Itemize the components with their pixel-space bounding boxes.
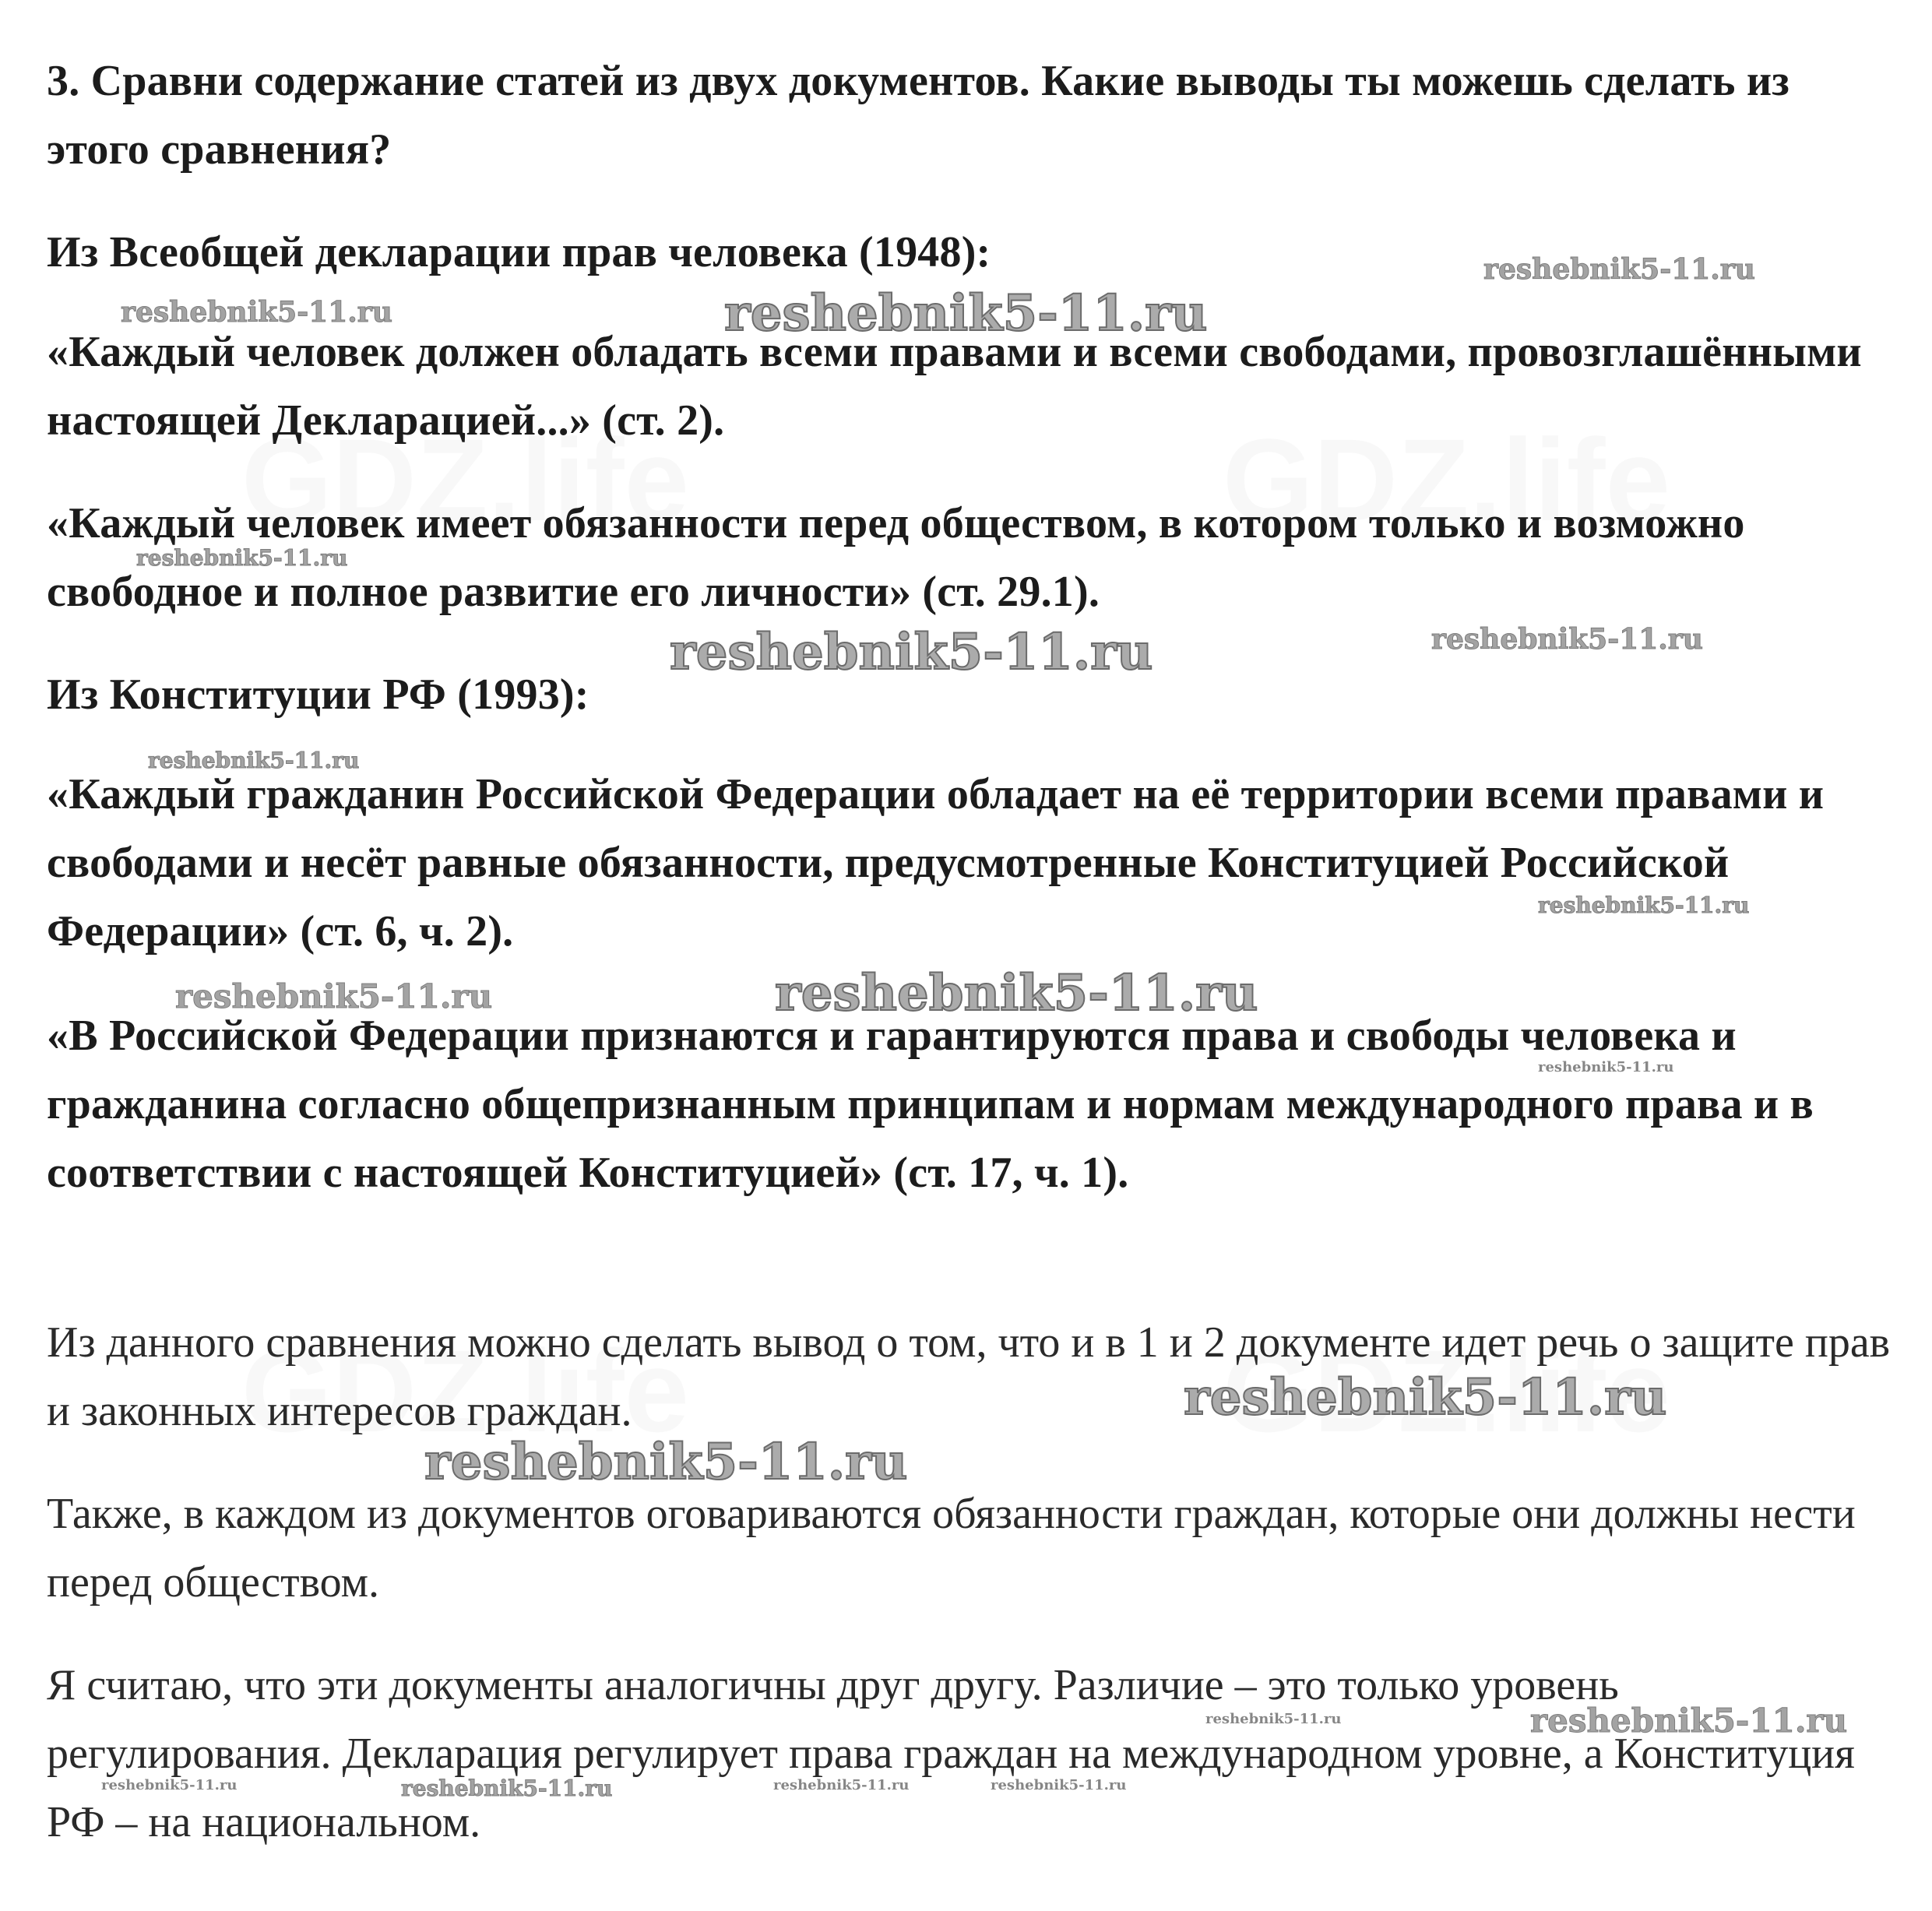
site-watermark: reshebnik5-11.ru — [401, 1776, 613, 1801]
declaration-quote-article-29: «Каждый человек имеет обязанности перед обществом, в котором только и возможно свободное и полное развитие его личности» (ст. 29.1). — [47, 499, 1745, 616]
site-watermark: reshebnik5-11.ru — [1530, 1702, 1848, 1740]
constitution-quote-article-6: «Каждый гражданин Российской Федерации обладает на её территории всеми правами и свободами и несёт равные обязанности, предусмотренные Конституцией Российской Федерации» (ст. 6, ч. 2). — [47, 770, 1825, 955]
site-watermark: reshebnik5-11.ru — [175, 977, 493, 1015]
question-text: 3. Сравни содержание статей из двух документов. Какие выводы ты можешь сделать из этого сравнения? — [47, 57, 1789, 174]
constitution-quote-article-17: «В Российской Федерации признаются и гарантируются права и свободы человека и гражданина согласно общепризнанным принципам и нормам международного права и в соответствии с настоящей Конституцией» (ст. 17, ч. 1). — [47, 1012, 1814, 1197]
answer-paragraph-1: Из данного сравнения можно сделать вывод о том, что и в 1 и 2 документе идет речь о защите прав и законных интересов граждан. — [47, 1318, 1891, 1435]
site-watermark: reshebnik5-11.ru — [724, 284, 1208, 343]
site-watermark: reshebnik5-11.ru — [1538, 892, 1750, 918]
site-watermark: reshebnik5-11.ru — [1184, 1368, 1667, 1427]
site-watermark: reshebnik5-11.ru — [136, 545, 348, 571]
site-watermark: reshebnik5-11.ru — [148, 748, 360, 773]
site-watermark: reshebnik5-11.ru — [775, 964, 1258, 1022]
site-watermark: reshebnik5-11.ru — [101, 1777, 238, 1793]
declaration-heading: Из Всеобщей декларации прав человека (1948): — [47, 228, 991, 276]
site-watermark: reshebnik5-11.ru — [121, 296, 392, 329]
site-watermark: reshebnik5-11.ru — [1538, 1059, 1674, 1075]
site-watermark: reshebnik5-11.ru — [991, 1777, 1127, 1793]
declaration-quote-article-2: «Каждый человек должен обладать всеми правами и всеми свободами, провозглашёнными настоящей Декларацией...» (ст. 2). — [47, 328, 1862, 445]
site-watermark: reshebnik5-11.ru — [1205, 1711, 1342, 1727]
answer-paragraph-2: Также, в каждом из документов оговариваются обязанности граждан, которые они должны нести перед обществом. — [47, 1490, 1856, 1607]
site-watermark: reshebnik5-11.ru — [670, 623, 1153, 681]
site-watermark: reshebnik5-11.ru — [773, 1777, 910, 1793]
constitution-heading: Из Конституции РФ (1993): — [47, 670, 589, 719]
site-watermark: reshebnik5-11.ru — [424, 1433, 908, 1491]
answer-paragraph-3: Я считаю, что эти документы аналогичны друг другу. Различие – это только уровень регулирования. Декларация регулирует права граждан на международном уровне, а Конституция РФ – на национальном. — [47, 1661, 1855, 1846]
site-watermark: reshebnik5-11.ru — [1483, 253, 1755, 286]
site-watermark: reshebnik5-11.ru — [1431, 623, 1703, 656]
